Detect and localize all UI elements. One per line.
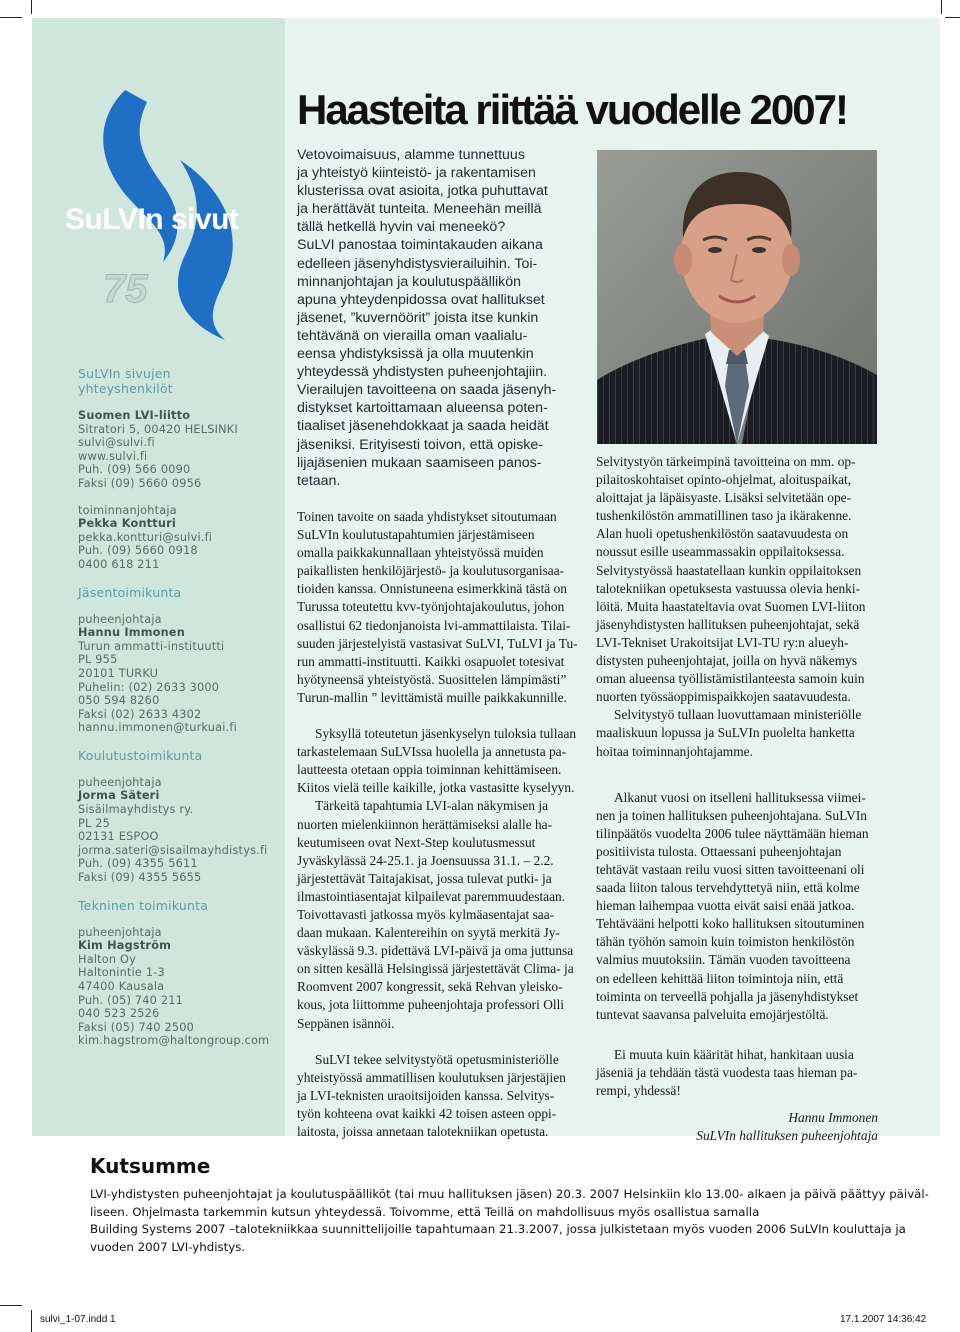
article-line: Selvitystyön tärkeimpinä tavoitteina on mm. op- — [596, 454, 856, 469]
contact-line: Haltonintie 1-3 — [78, 966, 165, 980]
article-line: SuLVIn koulutustapahtumien järjestämiseen — [297, 527, 535, 543]
article-line: suuden järjestelyistä vastasivat SuLVI, TuLVI ja Tu- — [297, 635, 578, 651]
article-line: on edelleen kehittää liiton toimintoja niin, että — [596, 970, 844, 986]
article-line: positiivista tulosta. Ottaessani puheenjohtajan — [596, 843, 842, 859]
contact-name: Jorma Säteri — [78, 789, 160, 803]
article-line: laitosta, joissa annetaan talotekniikan opetusta. — [297, 1124, 549, 1139]
org-line: Puh. (09) 566 0090 — [78, 463, 191, 477]
contact-line: Faksi (09) 4355 5655 — [78, 871, 202, 885]
paragraph-gap — [297, 1033, 579, 1051]
article-line: daan mukaan. Kalentereihin on syytä merkitä Jy- — [297, 925, 560, 941]
article-line: kous, jota liittomme puheenjohtaja professori Olli — [297, 997, 565, 1013]
crop-mark — [945, 17, 960, 18]
crop-mark — [0, 17, 22, 18]
article-line: keutumiseen ovat Next-Step koulutusmessut — [297, 834, 536, 850]
contact-name: Pekka Kontturi — [78, 517, 176, 531]
lead-line: Vetovoimaisuus, alamme tunnettuus — [297, 147, 525, 163]
article-line: nen ja toinen hallituksen puheenjohtajana. SuLVIn — [596, 807, 867, 823]
lead-line: ja herättävät tunteita. Meneehän meillä — [297, 201, 542, 218]
article-line: saada liiton talous tervehdyttetyä niin, että kolme — [596, 880, 860, 896]
contact-role: puheenjohtaja — [78, 925, 162, 939]
article-line: aloittajat ja läpäisyaste. Lisäksi selvitetään ope- — [596, 490, 852, 506]
article-line: talotekniikan opetuksesta vastuussa olevia henki- — [596, 580, 861, 596]
article-line: työn kohteena ovat kaikki 42 toisen asteen oppi- — [297, 1105, 557, 1121]
contact-role: puheenjohtaja — [78, 612, 162, 626]
org-line: Faksi (09) 5660 0956 — [78, 476, 202, 490]
lead-line: distykset kartoittamaan alueensa poten- — [297, 400, 548, 417]
article-line: noussut esille useammassakin oppilaitoksessa. — [596, 544, 845, 560]
article-line: väskylässä 9.3. pidettävä LVI-päivä ja oma juttunsa — [297, 943, 574, 959]
article-line: tähän työhön samoin kuin toimiston henkilöstön — [596, 934, 855, 950]
article-line: tarkastelemaan SuLVIssa huolella ja annetusta pa- — [297, 744, 567, 760]
contacts-heading: yhteyshenkilöt — [78, 381, 173, 396]
contact-name: Kim Hagström — [78, 939, 172, 953]
contact-line: Sisäilmayhdistys ry. — [78, 803, 194, 817]
article-line: Toinen tavoite on saada yhdistykset sitoutumaan — [297, 509, 557, 524]
article-line: Selvitystyö tullaan luovuttamaan ministeriölle — [614, 707, 862, 723]
article-paragraph — [297, 508, 579, 707]
invitation-line: vuoden 2007 LVI-yhdistys. — [90, 1239, 246, 1254]
signature-name: Hannu Immonen — [788, 1110, 878, 1126]
article-line: jäseniä ja tehdään tästä vuodesta taas hieman pa- — [596, 1064, 858, 1080]
crop-mark — [31, 1310, 32, 1332]
invitation-line: liseen. Ohjelmasta tarkemmin kutsun yhteydessä. Toivomme, että Teillä on mahdollisuus myös osallistua samalla — [90, 1204, 760, 1219]
lead-line: SuLVI panostaa toimintakauden aikana — [297, 237, 543, 254]
lead-line: jäsenet, ”kuvernöörit” joista itse kunkin — [297, 309, 539, 326]
article-line: oman alueensa työllistämistilanteesta samoin kuin — [596, 671, 865, 687]
article-column-left — [297, 508, 579, 1141]
contact-line: 47400 Kausala — [78, 980, 165, 993]
article-line: osallistui 62 tiedonjanoista lvi-ammattilaista. Tilai- — [297, 617, 571, 633]
org-email-link[interactable]: sulvi@sulvi.fi — [78, 436, 155, 450]
lead-line: jäseniksi. Erityisesti toivon, että opiske- — [297, 436, 544, 453]
section-title: Koulutustoimikunta — [78, 747, 203, 763]
signature-title: SuLVIn hallituksen puheenjohtaja — [696, 1128, 878, 1144]
contact-email-link[interactable]: jorma.sateri@sisailmayhdistys.fi — [78, 843, 268, 857]
article-line: tilinpäätös vuodelta 2006 tulee näyttämään hieman — [596, 825, 869, 841]
contacts-heading: SuLVIn sivujen — [78, 366, 171, 381]
article-line: paikallisten henkilöjärjestö- ja koulutusorganisaa- — [297, 563, 565, 579]
article-line: Ei muuta kuin käärität hihat, hankitaan uusia — [614, 1046, 854, 1062]
crop-mark — [31, 0, 32, 14]
article-paragraph — [596, 453, 878, 761]
article-line: Seppänen isännöi. — [297, 1015, 395, 1031]
lead-line: edelleen jäsenyhdistysvierailuihin. Toi- — [297, 255, 538, 272]
lead-line: eensa yhdistyksissä ja olla muutenkin — [297, 346, 534, 363]
invitation-line: LVI-yhdistysten puheenjohtajat ja koulutuspäälliköt (tai muu hallituksen jäsen) 20.3. 2007 Helsinkiin klo 13.00- alkaen ja päivä päättyy päiväl- — [90, 1187, 929, 1201]
article-line: LVI-Tekniset Urakoitsijat LVI-TU ry:n alueyh- — [596, 634, 849, 650]
lead-line: yhteydessä yhdistysten puheenjohtajiin. — [297, 364, 548, 381]
article-line: on sitten kesällä Helsingissä järjestettävät Clima- ja — [297, 961, 574, 977]
article-line: valmius muutoksiin. Tämän vuoden tavoitteena — [596, 952, 851, 968]
invitation-title: Kutsumme — [90, 1154, 211, 1178]
paragraph-gap — [596, 761, 878, 789]
lead-line: tetaan. — [297, 472, 341, 489]
crop-mark — [0, 1305, 22, 1306]
contact-line: PL 25 — [78, 816, 111, 830]
article-line: pilaitoskohtaiset opinto-ohjelmat, aloituspaikat, — [596, 472, 852, 488]
article-line: omalla paikkakunnallaan yhteistyössä muiden — [297, 545, 544, 561]
contact-email-link[interactable]: kim.hagstrom@haltongroup.com — [78, 1034, 270, 1048]
contacts-panel — [78, 366, 278, 1048]
lead-line: minnanjohtajan ja koulutuspäällikön — [297, 273, 522, 290]
contact-line: 050 594 8260 — [78, 694, 160, 708]
contact-email-link[interactable]: pekka.kontturi@sulvi.fi — [78, 530, 213, 544]
article-column-right — [596, 453, 878, 1145]
portrait-illustration — [597, 150, 877, 444]
article-paragraph — [297, 725, 579, 1033]
paragraph-gap — [596, 1024, 878, 1046]
article-line: jäsenyhdistysten hallituksen puheenjohtajat, sekä — [596, 616, 860, 632]
org-web-link[interactable]: www.sulvi.fi — [78, 449, 148, 463]
logo-swoosh-lower — [178, 160, 233, 340]
sidebar-title: SuLVIn sivut — [65, 203, 239, 236]
lead-line: lijajäsenien mukaan saamiseen panos- — [297, 454, 542, 471]
contact-line: 20101 TURKU — [78, 666, 159, 680]
article-line: hyötyneensä yhteistyöstä. Suosittelen lämpimästi” — [297, 671, 567, 687]
article-line: Selvitystyössä haastatellaan kunkin oppilaitoksen — [596, 562, 862, 578]
lead-line: tehtävänä on vierailla oman vaalialu- — [297, 327, 528, 344]
article-line: Kiitos vielä teille kaikille, jotka vastasitte kyselyyn. — [297, 780, 575, 796]
article-line: Roomvent 2007 kongressit, sekä Rehvan yleisko- — [297, 979, 563, 995]
article-line: Turun-mallin ” levittämistä muille paikkakunnille. — [297, 689, 567, 705]
article-line: hieman laihempaa vuotta eivät saisi enää jatkoa. — [596, 898, 855, 914]
contact-line: PL 955 — [78, 653, 118, 667]
article-line: yhteistyössä ammatillisen koulutuksen järjestäjien — [297, 1069, 566, 1085]
crop-mark — [941, 0, 942, 14]
contact-line: Faksi (02) 2633 4302 — [78, 707, 202, 721]
contact-line: 02131 ESPOO — [78, 830, 159, 844]
invitation-text — [90, 1186, 929, 1256]
lead-line: Vierailujen tavoitteena on saada jäsenyh- — [297, 382, 557, 399]
org-name: Suomen LVI-liitto — [78, 409, 191, 422]
article-line: Alan huoli opetushenkilöstön saatavuudesta on — [596, 526, 849, 542]
footer-datetime: 17.1.2007 14:36:42 — [840, 1314, 927, 1325]
article-headline: Haasteita riittää vuodelle 2007! — [297, 86, 847, 133]
article-line: järjestettävät Taitajakisat, jossa tulevat putki- ja — [297, 870, 552, 886]
contact-line: 0400 618 211 — [78, 557, 160, 571]
article-line: ilmastointiasentajat kilpailevat paremmuudestaan. — [297, 888, 566, 904]
footer-filename: sulvi_1-07.indd 1 — [40, 1314, 116, 1325]
article-line: löitä. Muita haastateltavia ovat Suomen LVI-liiton — [596, 598, 866, 614]
article-line: nuorten mielenkiinnon herättämiseksi alalle ha- — [297, 816, 553, 832]
article-line: rempi, yhdessä! — [596, 1083, 681, 1098]
lead-line: ja yhteistyö kiinteistö- ja rakentamisen — [297, 165, 536, 182]
contact-line: Puh. (05) 740 211 — [78, 993, 184, 1007]
article-line: Jyväskylässä 24-25.1. ja Joensuussa 31.1. – 2.2. — [297, 852, 554, 868]
section-title: Jäsentoimikunta — [78, 584, 182, 600]
article-line: Tehtävääni helpotti koko hallituksen sitoutuminen — [596, 916, 865, 932]
article-line: Alkanut vuosi on itselleni hallituksessa viimei- — [614, 789, 866, 805]
article-line: tehtävät vastaan reilu vuosi sitten tavoitteenani oli — [596, 861, 865, 877]
article-line: SuLVI tekee selvitystyötä opetusministeriölle — [315, 1051, 559, 1067]
article-line: toiminta on terveellä pohjalla ja jäsenyhdistykset — [596, 988, 859, 1004]
article-lead — [297, 146, 589, 490]
article-line: hoitaa toiminnanjohtajamme. — [596, 743, 753, 759]
lead-line: tällä hetkellä hyvin vai meneekö? — [297, 219, 506, 236]
contact-line: Faksi (05) 740 2500 — [78, 1020, 195, 1034]
lead-line: apuna yhteydenpidossa ovat hallitukset — [297, 291, 545, 308]
article-line: Toivottavasti jatkossa myös kylmäasentajat saa- — [297, 906, 555, 922]
article-line: tuntevat saavansa palveluita emojärjestöltä. — [596, 1006, 829, 1022]
contact-role: toiminnanjohtaja — [78, 503, 177, 517]
article-line: lautteesta otetaan oppia toiminnan kehittämiseen. — [297, 762, 562, 778]
invitation-line: Building Systems 2007 –talotekniikkaa suunnittelijoille tapahtumaan 21.3.2007, jossa julkistetaan myös vuoden 2006 SuLVIn kouluttaja ja — [90, 1222, 906, 1236]
article-paragraph — [596, 789, 878, 1024]
article-line: maaliskuun lopussa ja SuLVIn puolelta hanketta — [596, 725, 855, 741]
lead-line: klusterissa ovat asioita, jotka puhuttavat — [297, 183, 548, 200]
contact-line: Puh. (09) 4355 5611 — [78, 857, 198, 871]
org-line: Sitratori 5, 00420 HELSINKI — [78, 422, 238, 436]
article-paragraph — [297, 1051, 579, 1141]
contact-email-link[interactable]: hannu.immonen@turkuai.fi — [78, 721, 237, 735]
contact-line: Turun ammatti-instituutti — [78, 639, 225, 653]
article-line: Syksyllä toteutetun jäsenkyselyn tuloksia tullaan — [315, 726, 577, 742]
paragraph-gap — [297, 707, 579, 725]
contact-name: Hannu Immonen — [78, 626, 185, 640]
contact-role: puheenjohtaja — [78, 775, 162, 789]
portrait-photo — [597, 150, 877, 444]
article-line: distysten puheenjohtajat, joilla on hyvä näkemys — [596, 653, 858, 669]
contact-line: 040 523 2526 — [78, 1007, 160, 1021]
section-title: Tekninen toimikunta — [78, 897, 209, 913]
article-line: nuorten työssäoppimispaikkojen saatavuudesta. — [596, 689, 851, 705]
contact-line: Puhelin: (02) 2633 3000 — [78, 680, 220, 694]
logo-badge-75: 75 — [103, 267, 148, 311]
article-paragraph — [596, 1046, 878, 1100]
lead-line: tiaaliset jäsenehdokkaat ja saada heidät — [297, 418, 549, 435]
article-line: ja LVI-teknisten uraoitsijoiden kanssa. Selvitys- — [297, 1087, 555, 1103]
article-line: run ammatti-instituutti. Kaikki osapuolet totesivat — [297, 653, 565, 669]
article-line: tushenkilöstön ammatillinen taso ja ikärakenne. — [596, 508, 852, 524]
contact-line: Halton Oy — [78, 952, 137, 966]
article-line: Turussa toteutettu kvv-työnjohtajakoulutus, johon — [297, 599, 565, 615]
article-line: Tärkeitä tapahtumia LVI-alan näkymisen ja — [315, 798, 549, 814]
contact-line: Puh. (09) 5660 0918 — [78, 544, 198, 558]
article-line: tioiden kanssa. Onnistuneena esimerkkinä tästä on — [297, 581, 567, 597]
